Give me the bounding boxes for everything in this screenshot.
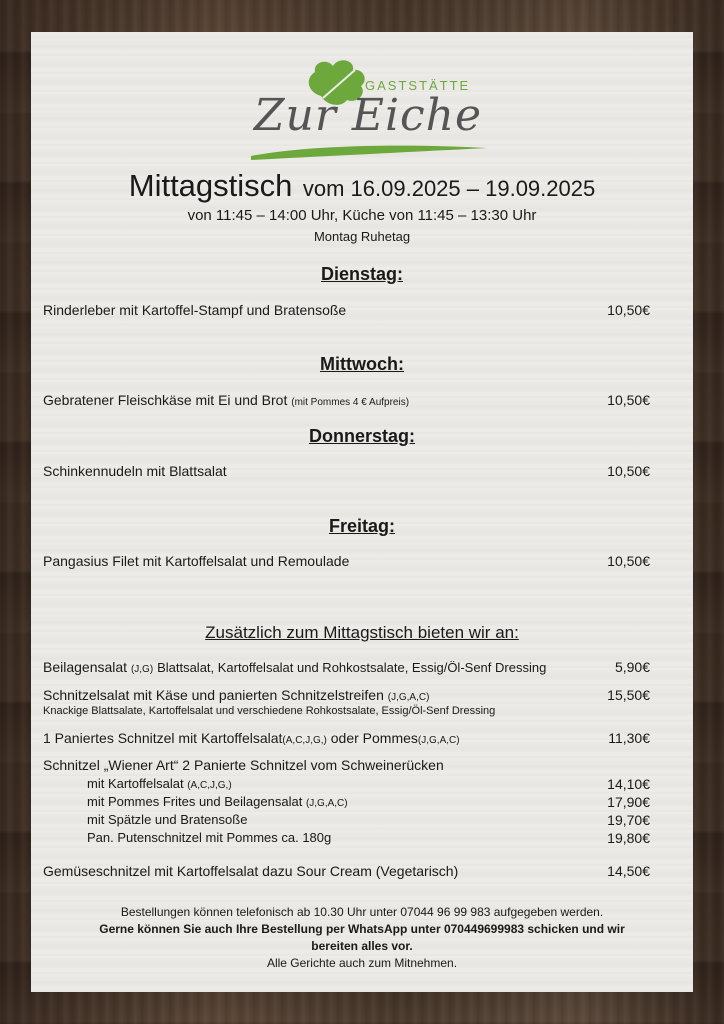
option-label: mit Pommes Frites und Beilagensalat bbox=[87, 794, 303, 809]
footer-phone: Bestellungen können telefonisch ab 10.30 Uhr unter 07044 96 99 983 aufgegeben werden. bbox=[120, 905, 604, 919]
extra-desc: Blattsalat, Kartoffelsalat und Rohkostsalate, Essig/Öl-Senf Dressing bbox=[157, 660, 547, 675]
option-label: Pan. Putenschnitzel mit Pommes ca. 180g bbox=[87, 830, 332, 845]
closed-day: Montag Ruhetag bbox=[313, 229, 411, 244]
dish-price: 10,50€ bbox=[607, 553, 650, 569]
extra-price: 14,50€ bbox=[607, 863, 650, 879]
opening-hours: von 11:45 – 14:00 Uhr, Küche von 11:45 – 13:30 Uhr bbox=[187, 207, 537, 224]
allergens: (J,G,A,C) bbox=[417, 735, 460, 746]
allergens: (A,C,J,G,) bbox=[282, 735, 327, 746]
day-heading-mittwoch: Mittwoch: bbox=[320, 354, 404, 374]
extras-heading: Zusätzlich zum Mittagstisch bieten wir an: bbox=[205, 623, 519, 642]
option-price: 19,80€ bbox=[607, 830, 650, 846]
footer-whatsapp: Gerne können Sie auch Ihre Bestellung per WhatsApp unter 070449699983 schicken und wir bereiten alles vor. bbox=[99, 922, 625, 953]
menu-sheet bbox=[31, 32, 693, 992]
footer-takeaway: Alle Gerichte auch zum Mitnehmen. bbox=[266, 956, 458, 970]
dish-row-donnerstag bbox=[43, 463, 650, 479]
option-price: 19,70€ bbox=[607, 812, 650, 828]
allergens: (A,C,J,G,) bbox=[187, 780, 232, 791]
extra-name: 1 Paniertes Schnitzel mit Kartoffelsalat bbox=[43, 730, 283, 746]
dish-price: 10,50€ bbox=[607, 392, 650, 408]
extra-schnitzelsalat bbox=[43, 687, 650, 703]
allergens: (J,G,A,C) bbox=[387, 692, 430, 703]
brand-name: Zur Eiche bbox=[253, 90, 483, 141]
extra-name: Beilagensalat bbox=[43, 659, 128, 675]
wiener-option bbox=[87, 830, 650, 845]
dish-name: Gebratener Fleischkäse mit Ei und Brot bbox=[43, 392, 288, 408]
day-heading-dienstag: Dienstag: bbox=[320, 264, 403, 284]
brand-subtitle: GASTSTÄTTE bbox=[365, 78, 471, 93]
option-price: 17,90€ bbox=[607, 794, 650, 810]
wiener-title bbox=[43, 757, 650, 773]
dish-row-dienstag bbox=[43, 302, 650, 318]
dish-name: Pangasius Filet mit Kartoffelsalat und Remoulade bbox=[43, 553, 350, 569]
wiener-option bbox=[87, 794, 650, 809]
extra-beilagensalat bbox=[43, 659, 650, 675]
extra-price: 5,90€ bbox=[614, 659, 650, 675]
schnitzelsalat-desc: Knackige Blattsalate, Kartoffelsalat und verschiedene Rohkostsalate, Essig/Öl-Senf Dressing bbox=[43, 705, 496, 717]
extra-price: 11,30€ bbox=[608, 730, 650, 746]
restaurant-logo bbox=[243, 52, 493, 164]
extra-name: Schnitzelsalat mit Käse und panierten Schnitzelstreifen bbox=[43, 687, 384, 703]
dish-price: 10,50€ bbox=[607, 463, 650, 479]
allergens: (J,G,A,C) bbox=[305, 798, 348, 809]
day-heading-donnerstag: Donnerstag: bbox=[308, 426, 415, 446]
option-label: mit Kartoffelsalat bbox=[87, 776, 184, 791]
extra-price: 15,50€ bbox=[607, 687, 650, 703]
extra-name-alt: oder Pommes bbox=[326, 730, 418, 746]
page-title: Mittagstisch bbox=[128, 168, 293, 203]
dish-note: (mit Pommes 4 € Aufpreis) bbox=[291, 397, 410, 408]
day-heading-freitag: Freitag: bbox=[328, 516, 395, 536]
dish-name: Schinkennudeln mit Blattsalat bbox=[43, 463, 227, 479]
extra-paniertes-schnitzel bbox=[43, 730, 650, 746]
title-row bbox=[31, 168, 693, 204]
footer-notes bbox=[31, 904, 693, 972]
dish-row-freitag bbox=[43, 553, 650, 569]
extra-name: Gemüseschnitzel mit Kartoffelsalat dazu Sour Cream (Vegetarisch) bbox=[43, 863, 459, 879]
wiener-title-text: Schnitzel „Wiener Art“ 2 Panierte Schnitzel vom Schweinerücken bbox=[43, 757, 444, 773]
option-price: 14,10€ bbox=[607, 776, 650, 792]
extra-gemueseschnitzel bbox=[43, 863, 650, 879]
option-label: mit Spätzle und Bratensoße bbox=[87, 812, 248, 827]
dish-row-mittwoch bbox=[43, 392, 650, 408]
wiener-option bbox=[87, 812, 650, 827]
date-range: vom 16.09.2025 – 19.09.2025 bbox=[302, 176, 596, 201]
dish-name: Rinderleber mit Kartoffel-Stampf und Bratensoße bbox=[43, 302, 347, 318]
allergens: (J,G) bbox=[130, 664, 154, 675]
wiener-option bbox=[87, 776, 650, 791]
dish-price: 10,50€ bbox=[607, 302, 650, 318]
